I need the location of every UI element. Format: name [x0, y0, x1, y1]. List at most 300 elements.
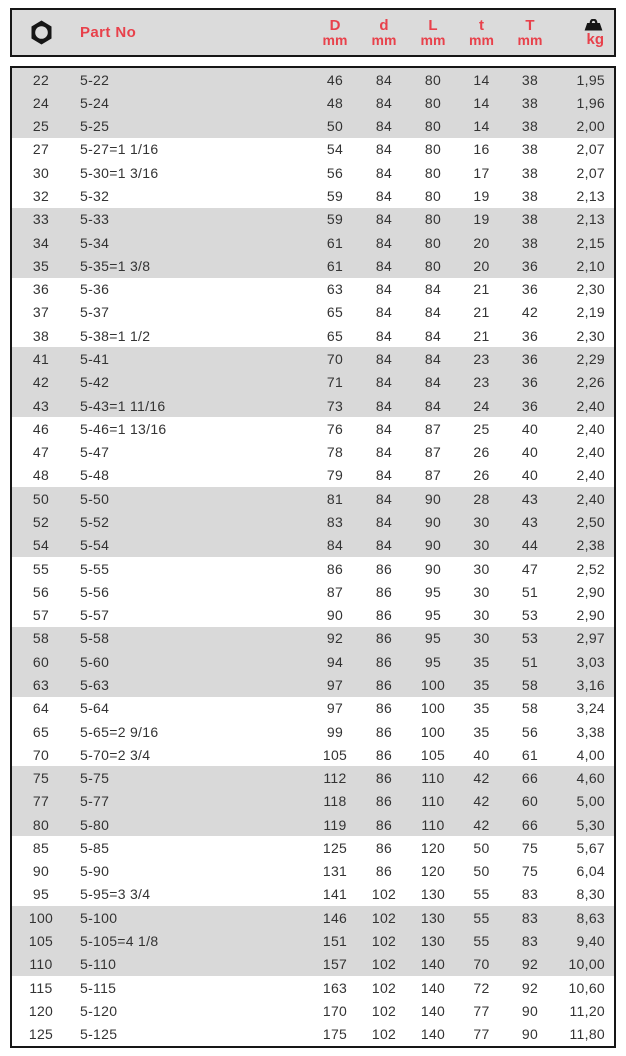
- dim-L-cell: 87: [424, 444, 442, 461]
- part-no-cell: 5-77: [80, 793, 110, 810]
- table-row: [12, 743, 614, 766]
- table-row: [12, 347, 614, 370]
- dim-d-cell: 102: [371, 933, 397, 950]
- dim-t-cell: 35: [473, 700, 490, 717]
- dim-d-cell: 86: [375, 676, 393, 693]
- part-no-cell: 5-57: [80, 607, 110, 624]
- part-no-cell: 5-56: [80, 583, 110, 600]
- dim-t-cell: 70: [473, 956, 490, 973]
- dim-L-cell: 140: [420, 979, 446, 996]
- part-no-cell: 5-46=1 13/16: [80, 420, 167, 437]
- table-row: [12, 278, 614, 301]
- dim-L-cell: 130: [420, 909, 446, 926]
- dim-d-cell: 86: [375, 630, 393, 647]
- size-cell: 65: [32, 723, 50, 740]
- dim-D-cell: 175: [322, 1026, 348, 1043]
- weight-icon: [584, 19, 603, 31]
- dim-T-cell: 36: [521, 327, 539, 344]
- dim-T-cell: 75: [521, 863, 539, 880]
- dim-D-cell: 141: [322, 886, 348, 903]
- dim-D-cell: 119: [323, 816, 347, 833]
- dim-d-cell: 84: [375, 374, 393, 391]
- dim-D-cell: 94: [326, 653, 344, 670]
- dim-D-cell: 83: [326, 513, 344, 530]
- weight-cell: 1,95: [576, 71, 605, 88]
- dim-D-cell: 112: [323, 770, 347, 787]
- dim-t-cell: 35: [473, 676, 490, 693]
- dim-D-cell: 65: [326, 327, 344, 344]
- dim-T-cell: 58: [521, 676, 539, 693]
- dim-T-cell: 38: [521, 71, 539, 88]
- table-row: [12, 464, 614, 487]
- dim-L-cell: 90: [424, 560, 442, 577]
- dim-T-cell: 38: [521, 188, 539, 205]
- size-cell: 95: [32, 886, 50, 903]
- part-no-cell: 5-63: [80, 676, 110, 693]
- dim-d-cell: 84: [375, 281, 393, 298]
- dim-t-cell: 16: [473, 141, 490, 158]
- dim-D-cell: 87: [326, 583, 344, 600]
- part-no-cell: 5-30=1 3/16: [80, 164, 159, 181]
- table-row: [12, 650, 614, 673]
- dim-d-cell: 84: [375, 513, 393, 530]
- dim-L-cell: 100: [420, 723, 446, 740]
- dim-D-cell: 97: [326, 700, 344, 717]
- dim-d-cell: 86: [375, 793, 393, 810]
- weight-cell: 2,13: [576, 211, 605, 228]
- part-no-cell: 5-110: [80, 956, 117, 973]
- part-no-cell: 5-64: [80, 700, 110, 717]
- column-header-T: [506, 18, 554, 48]
- dim-t-cell: 23: [473, 351, 490, 368]
- table-row: [12, 673, 614, 696]
- dim-L-cell: 84: [424, 351, 442, 368]
- part-no-cell: 5-47: [80, 444, 110, 461]
- dim-L-cell: 100: [420, 700, 446, 717]
- column-header-d: [359, 18, 409, 48]
- dim-L-cell: 140: [420, 956, 446, 973]
- column-letter: L: [428, 16, 438, 34]
- dim-L-cell: 80: [424, 211, 442, 228]
- dim-d-cell: 86: [375, 607, 393, 624]
- dim-L-cell: 110: [421, 793, 445, 810]
- size-cell: 50: [32, 490, 50, 507]
- dim-t-cell: 30: [473, 537, 490, 554]
- dim-d-cell: 84: [375, 257, 393, 274]
- size-cell: 55: [32, 560, 50, 577]
- weight-cell: 2,90: [576, 583, 605, 600]
- column-unit: mm: [322, 31, 348, 48]
- dim-T-cell: 90: [521, 1002, 539, 1019]
- dim-t-cell: 42: [473, 816, 490, 833]
- size-cell: 115: [29, 979, 53, 996]
- table-row: [12, 161, 614, 184]
- weight-cell: 8,63: [576, 909, 605, 926]
- dim-D-cell: 170: [322, 1002, 348, 1019]
- dim-D-cell: 92: [326, 630, 344, 647]
- weight-cell: 4,60: [576, 770, 605, 787]
- size-cell: 42: [32, 374, 50, 391]
- weight-cell: 6,04: [576, 863, 605, 880]
- part-no-cell: 5-65=2 9/16: [80, 723, 159, 740]
- dim-T-cell: 40: [521, 420, 539, 437]
- column-letter: T: [525, 16, 535, 34]
- dim-t-cell: 14: [473, 71, 490, 88]
- table-row: [12, 510, 614, 533]
- weight-cell: 1,96: [576, 94, 605, 111]
- dim-D-cell: 70: [326, 351, 344, 368]
- dim-D-cell: 81: [326, 490, 344, 507]
- weight-cell: 2,50: [576, 513, 605, 530]
- dim-T-cell: 38: [521, 234, 539, 251]
- weight-cell: 3,03: [576, 653, 605, 670]
- dim-t-cell: 21: [473, 327, 490, 344]
- dim-L-cell: 84: [424, 374, 442, 391]
- size-cell: 34: [32, 234, 50, 251]
- dim-d-cell: 86: [375, 560, 393, 577]
- dim-d-cell: 102: [371, 1026, 397, 1043]
- dim-t-cell: 72: [473, 979, 490, 996]
- dim-L-cell: 100: [420, 676, 446, 693]
- dim-T-cell: 90: [521, 1026, 539, 1043]
- part-no-cell: 5-34: [80, 234, 110, 251]
- dim-t-cell: 21: [473, 304, 490, 321]
- dim-T-cell: 47: [521, 560, 539, 577]
- weight-cell: 3,38: [576, 723, 605, 740]
- part-no-cell: 5-27=1 1/16: [80, 141, 159, 158]
- dim-d-cell: 84: [375, 71, 393, 88]
- table-row: [12, 417, 614, 440]
- part-no-cell: 5-25: [80, 118, 110, 135]
- part-no-cell: 5-32: [80, 188, 110, 205]
- dim-L-cell: 80: [424, 118, 442, 135]
- dim-D-cell: 54: [326, 141, 344, 158]
- table-row: [12, 441, 614, 464]
- part-no-cell: 5-36: [80, 281, 110, 298]
- dim-t-cell: 55: [473, 909, 490, 926]
- weight-cell: 2,13: [576, 188, 605, 205]
- dim-L-cell: 140: [420, 1002, 446, 1019]
- dim-D-cell: 71: [326, 374, 344, 391]
- table-row: [12, 976, 614, 999]
- dim-d-cell: 84: [375, 351, 393, 368]
- weight-cell: 2,40: [576, 420, 605, 437]
- dim-D-cell: 90: [326, 607, 344, 624]
- weight-cell: 2,38: [576, 537, 605, 554]
- dim-d-cell: 84: [375, 141, 393, 158]
- size-cell: 85: [32, 839, 50, 856]
- weight-cell: 5,00: [576, 793, 605, 810]
- weight-cell: 2,30: [576, 281, 605, 298]
- size-cell: 57: [32, 607, 50, 624]
- weight-cell: 2,10: [576, 257, 605, 274]
- table-row: [12, 324, 614, 347]
- table-row: [12, 68, 614, 91]
- part-no-cell: 5-37: [80, 304, 110, 321]
- dim-t-cell: 19: [473, 211, 490, 228]
- table-row: [12, 790, 614, 813]
- dim-D-cell: 163: [322, 979, 348, 996]
- part-no-cell: 5-60: [80, 653, 110, 670]
- size-cell: 27: [32, 141, 50, 158]
- table-row: [12, 766, 614, 789]
- dim-t-cell: 42: [473, 793, 490, 810]
- dim-d-cell: 102: [371, 956, 397, 973]
- size-cell: 90: [32, 863, 50, 880]
- dim-L-cell: 140: [420, 1026, 446, 1043]
- dim-d-cell: 102: [371, 909, 397, 926]
- dim-t-cell: 30: [473, 560, 490, 577]
- dim-d-cell: 84: [375, 327, 393, 344]
- dim-d-cell: 84: [375, 304, 393, 321]
- weight-cell: 2,19: [576, 304, 605, 321]
- weight-cell: 10,60: [568, 979, 605, 996]
- dim-D-cell: 125: [322, 839, 348, 856]
- weight-cell: 8,30: [576, 886, 605, 903]
- dim-D-cell: 84: [326, 537, 344, 554]
- table-body: [10, 66, 616, 1048]
- size-cell: 63: [32, 676, 50, 693]
- dim-L-cell: 80: [424, 141, 442, 158]
- dim-T-cell: 36: [521, 257, 539, 274]
- dim-T-cell: 36: [521, 351, 539, 368]
- part-no-cell: 5-54: [80, 537, 110, 554]
- dim-L-cell: 80: [424, 257, 442, 274]
- size-cell: 35: [32, 257, 50, 274]
- size-cell: 120: [28, 1002, 54, 1019]
- size-cell: 80: [32, 816, 50, 833]
- column-letter: d: [379, 16, 389, 34]
- dim-d-cell: 86: [375, 653, 393, 670]
- dim-T-cell: 60: [521, 793, 539, 810]
- part-no-cell: 5-70=2 3/4: [80, 746, 151, 763]
- dim-t-cell: 50: [473, 839, 490, 856]
- size-cell: 125: [28, 1026, 54, 1043]
- table-row: [12, 557, 614, 580]
- part-no-cell: 5-125: [80, 1026, 118, 1043]
- dim-D-cell: 78: [326, 444, 344, 461]
- weight-cell: 2,40: [576, 397, 605, 414]
- table-row: [12, 999, 614, 1022]
- table-row: [12, 580, 614, 603]
- table-row: [12, 627, 614, 650]
- part-no-cell: 5-105=4 1/8: [80, 933, 159, 950]
- weight-cell: 2,15: [576, 234, 605, 251]
- table-row: [12, 231, 614, 254]
- dim-d-cell: 86: [375, 583, 393, 600]
- dim-D-cell: 86: [326, 560, 344, 577]
- dim-t-cell: 50: [473, 863, 490, 880]
- weight-cell: 4,00: [576, 746, 605, 763]
- dim-T-cell: 40: [521, 444, 539, 461]
- dim-d-cell: 102: [371, 979, 397, 996]
- column-header-kg: [554, 19, 606, 47]
- table-row: [12, 603, 614, 626]
- dim-D-cell: 151: [322, 933, 348, 950]
- part-no-cell: 5-90: [80, 863, 110, 880]
- size-cell: 41: [32, 351, 50, 368]
- table-row: [12, 254, 614, 277]
- dim-D-cell: 118: [323, 793, 347, 810]
- dim-L-cell: 80: [424, 94, 442, 111]
- dim-D-cell: 46: [326, 71, 344, 88]
- part-no-cell: 5-24: [80, 94, 110, 111]
- table-header: [10, 8, 616, 57]
- table-row: [12, 534, 614, 557]
- dim-t-cell: 77: [473, 1026, 490, 1043]
- dim-D-cell: 99: [326, 723, 344, 740]
- dim-d-cell: 86: [375, 700, 393, 717]
- size-cell: 24: [32, 94, 50, 111]
- dim-T-cell: 36: [521, 397, 539, 414]
- table-row: [12, 836, 614, 859]
- weight-cell: 2,52: [576, 560, 605, 577]
- dim-t-cell: 28: [473, 490, 490, 507]
- dim-t-cell: 25: [473, 420, 490, 437]
- table-row: [12, 929, 614, 952]
- table-row: [12, 115, 614, 138]
- size-cell: 77: [32, 793, 50, 810]
- dim-D-cell: 61: [326, 257, 344, 274]
- part-no-cell: 5-42: [80, 374, 110, 391]
- dim-T-cell: 53: [521, 607, 539, 624]
- part-no-cell: 5-22: [80, 71, 110, 88]
- dim-L-cell: 130: [420, 886, 446, 903]
- size-cell: 58: [32, 630, 50, 647]
- dim-L-cell: 87: [424, 420, 442, 437]
- dim-d-cell: 102: [371, 1002, 397, 1019]
- dim-t-cell: 30: [473, 630, 490, 647]
- dim-L-cell: 80: [424, 71, 442, 88]
- table-row: [12, 720, 614, 743]
- weight-cell: 2,30: [576, 327, 605, 344]
- weight-cell: 2,40: [576, 490, 605, 507]
- dim-D-cell: 157: [322, 956, 348, 973]
- weight-cell: 2,40: [576, 467, 605, 484]
- table-row: [12, 953, 614, 976]
- dim-d-cell: 84: [375, 397, 393, 414]
- dim-t-cell: 77: [473, 1002, 490, 1019]
- size-cell: 38: [32, 327, 50, 344]
- size-cell: 30: [32, 164, 50, 181]
- part-no-cell: 5-75: [80, 770, 110, 787]
- dim-T-cell: 43: [521, 513, 539, 530]
- dim-D-cell: 61: [326, 234, 344, 251]
- table-row: [12, 208, 614, 231]
- dim-D-cell: 56: [326, 164, 344, 181]
- dim-D-cell: 65: [326, 304, 344, 321]
- dim-L-cell: 130: [420, 933, 446, 950]
- dim-d-cell: 86: [375, 863, 393, 880]
- size-cell: 56: [32, 583, 50, 600]
- dim-t-cell: 35: [473, 723, 490, 740]
- dim-t-cell: 20: [473, 234, 490, 251]
- dim-L-cell: 120: [420, 839, 446, 856]
- table-row: [12, 394, 614, 417]
- table-row: [12, 91, 614, 114]
- dim-T-cell: 83: [521, 933, 539, 950]
- table-row: [12, 697, 614, 720]
- weight-cell: 3,24: [576, 700, 605, 717]
- dim-D-cell: 105: [322, 746, 348, 763]
- dim-L-cell: 95: [424, 583, 442, 600]
- column-unit: mm: [517, 31, 543, 48]
- dim-T-cell: 92: [521, 979, 539, 996]
- dim-D-cell: 48: [326, 94, 344, 111]
- size-cell: 60: [32, 653, 50, 670]
- part-no-cell: 5-33: [80, 211, 110, 228]
- size-cell: 22: [32, 71, 50, 88]
- part-no-cell: 5-100: [80, 909, 118, 926]
- part-no-cell: 5-115: [80, 979, 117, 996]
- dim-L-cell: 95: [424, 630, 442, 647]
- dim-L-cell: 80: [424, 164, 442, 181]
- size-cell: 100: [28, 909, 54, 926]
- column-letter: D: [329, 16, 341, 34]
- part-no-cell: 5-38=1 1/2: [80, 327, 151, 344]
- dim-t-cell: 14: [473, 118, 490, 135]
- dim-D-cell: 131: [322, 863, 348, 880]
- dim-t-cell: 40: [473, 746, 490, 763]
- weight-cell: 10,00: [568, 956, 605, 973]
- weight-cell: 2,07: [576, 164, 605, 181]
- weight-cell: 11,20: [569, 1002, 605, 1019]
- dim-t-cell: 42: [473, 770, 490, 787]
- part-no-cell: 5-43=1 11/16: [80, 397, 166, 414]
- dim-T-cell: 56: [521, 723, 539, 740]
- size-cell: 70: [32, 746, 50, 763]
- dim-T-cell: 38: [521, 164, 539, 181]
- dim-d-cell: 84: [375, 444, 393, 461]
- dim-d-cell: 86: [375, 816, 393, 833]
- dim-L-cell: 84: [424, 327, 442, 344]
- weight-cell: 2,29: [576, 351, 605, 368]
- dim-t-cell: 30: [473, 513, 490, 530]
- dim-L-cell: 80: [424, 234, 442, 251]
- weight-cell: 2,97: [576, 630, 605, 647]
- table-row: [12, 1023, 614, 1046]
- dim-t-cell: 35: [473, 653, 490, 670]
- dim-d-cell: 84: [375, 467, 393, 484]
- dim-D-cell: 73: [326, 397, 344, 414]
- dim-T-cell: 75: [521, 839, 539, 856]
- part-no-cell: 5-80: [80, 816, 110, 833]
- dim-d-cell: 84: [375, 188, 393, 205]
- dim-T-cell: 92: [521, 956, 539, 973]
- size-cell: 32: [32, 188, 50, 205]
- dim-d-cell: 102: [371, 886, 397, 903]
- dim-T-cell: 38: [521, 94, 539, 111]
- dim-T-cell: 36: [521, 281, 539, 298]
- weight-cell: 9,40: [576, 933, 605, 950]
- dim-T-cell: 38: [521, 118, 539, 135]
- size-cell: 46: [32, 420, 50, 437]
- column-letter: t: [479, 16, 484, 34]
- size-cell: 37: [32, 304, 50, 321]
- size-cell: 64: [32, 700, 50, 717]
- dim-d-cell: 84: [375, 211, 393, 228]
- dim-D-cell: 97: [326, 676, 344, 693]
- part-no-cell: 5-95=3 3/4: [80, 886, 151, 903]
- size-cell: 54: [32, 537, 50, 554]
- dim-L-cell: 84: [424, 304, 442, 321]
- dim-L-cell: 110: [421, 770, 445, 787]
- dim-L-cell: 90: [424, 537, 442, 554]
- part-no-cell: 5-48: [80, 467, 110, 484]
- column-unit: mm: [371, 31, 397, 48]
- dim-T-cell: 38: [521, 211, 539, 228]
- dim-d-cell: 84: [375, 537, 393, 554]
